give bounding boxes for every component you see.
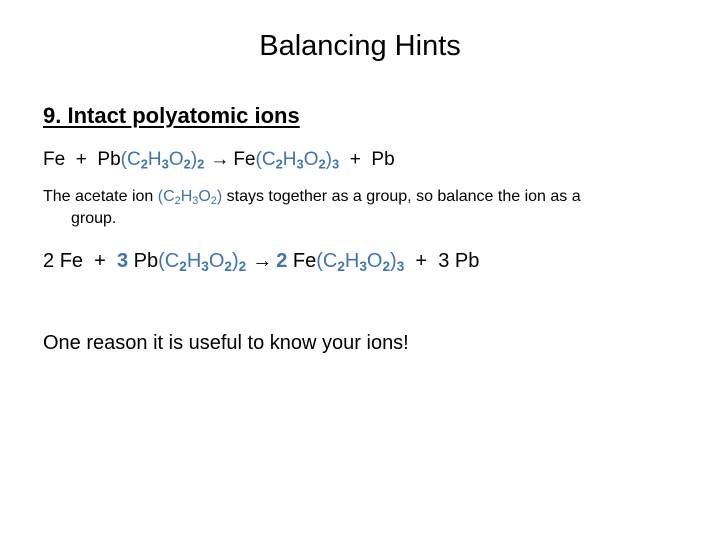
subscript: 2 xyxy=(224,258,232,274)
paren-open: ( xyxy=(316,250,323,272)
element-h: H xyxy=(186,250,202,272)
element-c: C xyxy=(261,149,276,170)
element-h: H xyxy=(147,149,162,170)
subscript: 3 xyxy=(296,156,304,172)
explanation-text xyxy=(43,186,658,230)
eq2-coefficient-1: 2 xyxy=(43,250,55,272)
subscript: 3 xyxy=(192,195,199,208)
eq1-reactant-pb: Pb xyxy=(97,149,121,170)
paren-open: ( xyxy=(157,188,164,205)
eq1-product-fe: Fe xyxy=(233,149,256,170)
eq2-coefficient-2: 3 xyxy=(116,250,129,272)
subscript: 2 xyxy=(183,156,191,172)
paren-open: ( xyxy=(158,250,165,272)
subscript: 2 xyxy=(197,156,205,172)
unbalanced-equation xyxy=(43,147,395,173)
paren-close: ) xyxy=(390,250,397,272)
eq2-reactant-pb: Pb xyxy=(133,250,159,272)
eq1-plus-2: + xyxy=(349,149,361,170)
closing-remark: One reason it is useful to know your ions! xyxy=(43,332,409,354)
element-h: H xyxy=(282,149,297,170)
subscript: 2 xyxy=(179,258,187,274)
element-c: C xyxy=(163,188,175,205)
subscript: 2 xyxy=(210,195,217,208)
element-c: C xyxy=(164,250,180,272)
paren-open: ( xyxy=(255,149,262,170)
paren-close: ) xyxy=(231,250,239,272)
eq2-product-pb: Pb xyxy=(454,250,480,272)
eq2-plus-1: + xyxy=(94,250,106,272)
eq2-plus-2: + xyxy=(415,250,428,272)
explanation-part-1: The acetate ion xyxy=(43,188,158,205)
subscript: 2 xyxy=(382,258,391,274)
eq2-reactant-fe: Fe xyxy=(59,250,84,272)
paren-open: ( xyxy=(120,149,127,170)
explanation-part-2: stays together as a group, so balance the ion as a xyxy=(222,188,581,205)
eq1-reactant-fe: Fe xyxy=(43,149,66,170)
explanation-part-3: group. xyxy=(71,210,117,227)
paren-close: ) xyxy=(216,188,223,205)
eq2-coefficient-3: 2 xyxy=(276,250,288,272)
subscript: 3 xyxy=(161,156,169,172)
element-o: O xyxy=(208,250,225,272)
paren-close: ) xyxy=(325,149,332,170)
subscript: 2 xyxy=(140,156,148,172)
subscript: 3 xyxy=(201,258,209,274)
element-c: C xyxy=(127,149,141,170)
eq1-reactant-acetate-group xyxy=(121,149,205,170)
eq2-product-acetate-group xyxy=(316,250,404,272)
eq1-product-acetate-group xyxy=(256,149,340,170)
element-o: O xyxy=(303,149,319,170)
subscript: 2 xyxy=(275,156,283,172)
subscript: 3 xyxy=(396,258,405,274)
eq1-plus-1: + xyxy=(75,149,87,170)
acetate-ion-formula xyxy=(157,188,223,208)
reaction-arrow-icon: → xyxy=(210,149,230,170)
element-o: O xyxy=(366,250,383,272)
element-h: H xyxy=(344,250,360,272)
eq1-product-pb: Pb xyxy=(371,149,395,170)
paren-close: ) xyxy=(190,149,198,170)
eq2-product-fe: Fe xyxy=(292,250,317,272)
section-heading: 9. Intact polyatomic ions xyxy=(43,103,300,128)
element-c: C xyxy=(322,250,338,272)
subscript: 2 xyxy=(174,195,181,208)
subscript: 2 xyxy=(337,258,345,274)
eq2-coefficient-4: 3 xyxy=(438,250,450,272)
subscript: 3 xyxy=(331,156,340,172)
reaction-arrow-icon: → xyxy=(252,250,273,272)
eq2-reactant-acetate-group xyxy=(158,250,246,272)
subscript: 2 xyxy=(238,258,247,274)
element-o: O xyxy=(198,188,211,205)
balanced-equation xyxy=(43,247,479,275)
element-h: H xyxy=(180,188,193,205)
slide-title: Balancing Hints xyxy=(259,30,461,62)
subscript: 3 xyxy=(359,258,367,274)
element-o: O xyxy=(168,149,184,170)
subscript: 2 xyxy=(318,156,326,172)
